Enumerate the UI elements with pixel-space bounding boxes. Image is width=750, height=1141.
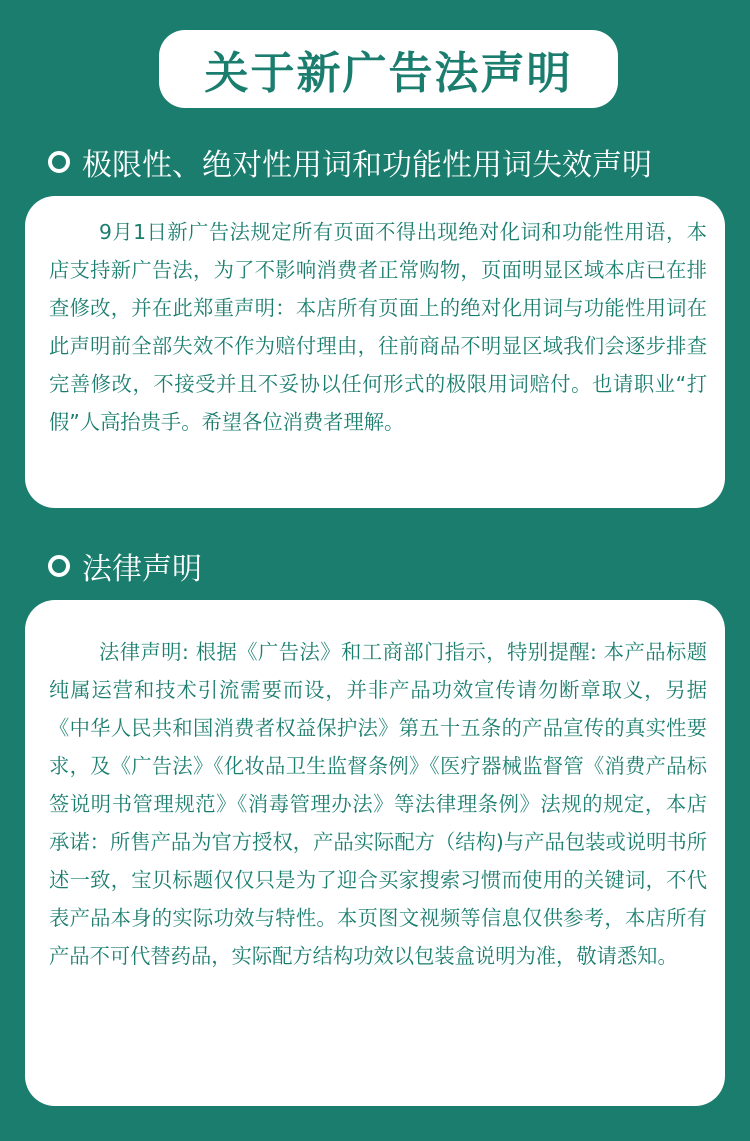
section-heading-limit-words <box>48 140 652 184</box>
title-banner <box>159 30 618 108</box>
statement-card-legal <box>25 600 725 1106</box>
statement-text: 法律声明: 根据《广告法》和工商部门指示，特别提醒: 本产品标题纯属运营和技术引流需要而设，并非产品功效宣传请勿断章取义，另据《中华人民共和国消费者权益保护法》第五十五条的产品宣传的真实性要求，及《广告法》《化妆品卫生监督条例》《医疗器械监督管《消费产品标签说明书管理规范》《消毒管理办法》等法律理条例》法规的规定，本店承诺：所售产品为官方授权，产品实际配方（结构)与产品包装或说明书所述一致，宝贝标题仅仅只是为了迎合买家搜索习惯而使用的关键词，不代表产品本身的实际功效与特性。本页图文视频等信息仅供参考，本店所有产品不可代替药品，实际配方结构功效以包装盒说明为准，敬请悉知。 <box>49 640 707 968</box>
statement-text: 9月1日新广告法规定所有页面不得出现绝对化词和功能性用语，本店支持新广告法，为了不影响消费者正常购物，页面明显区域本店已在排查修改，并在此郑重声明：本店所有页面上的绝对化用词与功能性用词在此声明前全部失效不作为赔付理由，往前商品不明显区域我们会逐步排查完善修改，不接受并且不妥协以任何形式的极限用词赔付。也请职业“打假”人高抬贵手。希望各位消费者理解。 <box>49 220 707 434</box>
ring-bullet-icon <box>48 151 70 173</box>
page-title: 关于新广告法声明 <box>204 48 573 99</box>
section-heading-legal <box>48 544 202 588</box>
ring-bullet-icon <box>48 555 70 577</box>
statement-card-limit-words <box>25 196 725 508</box>
section-heading-text: 法律声明 <box>82 552 202 587</box>
section-heading-text: 极限性、绝对性用词和功能性用词失效声明 <box>82 148 652 183</box>
